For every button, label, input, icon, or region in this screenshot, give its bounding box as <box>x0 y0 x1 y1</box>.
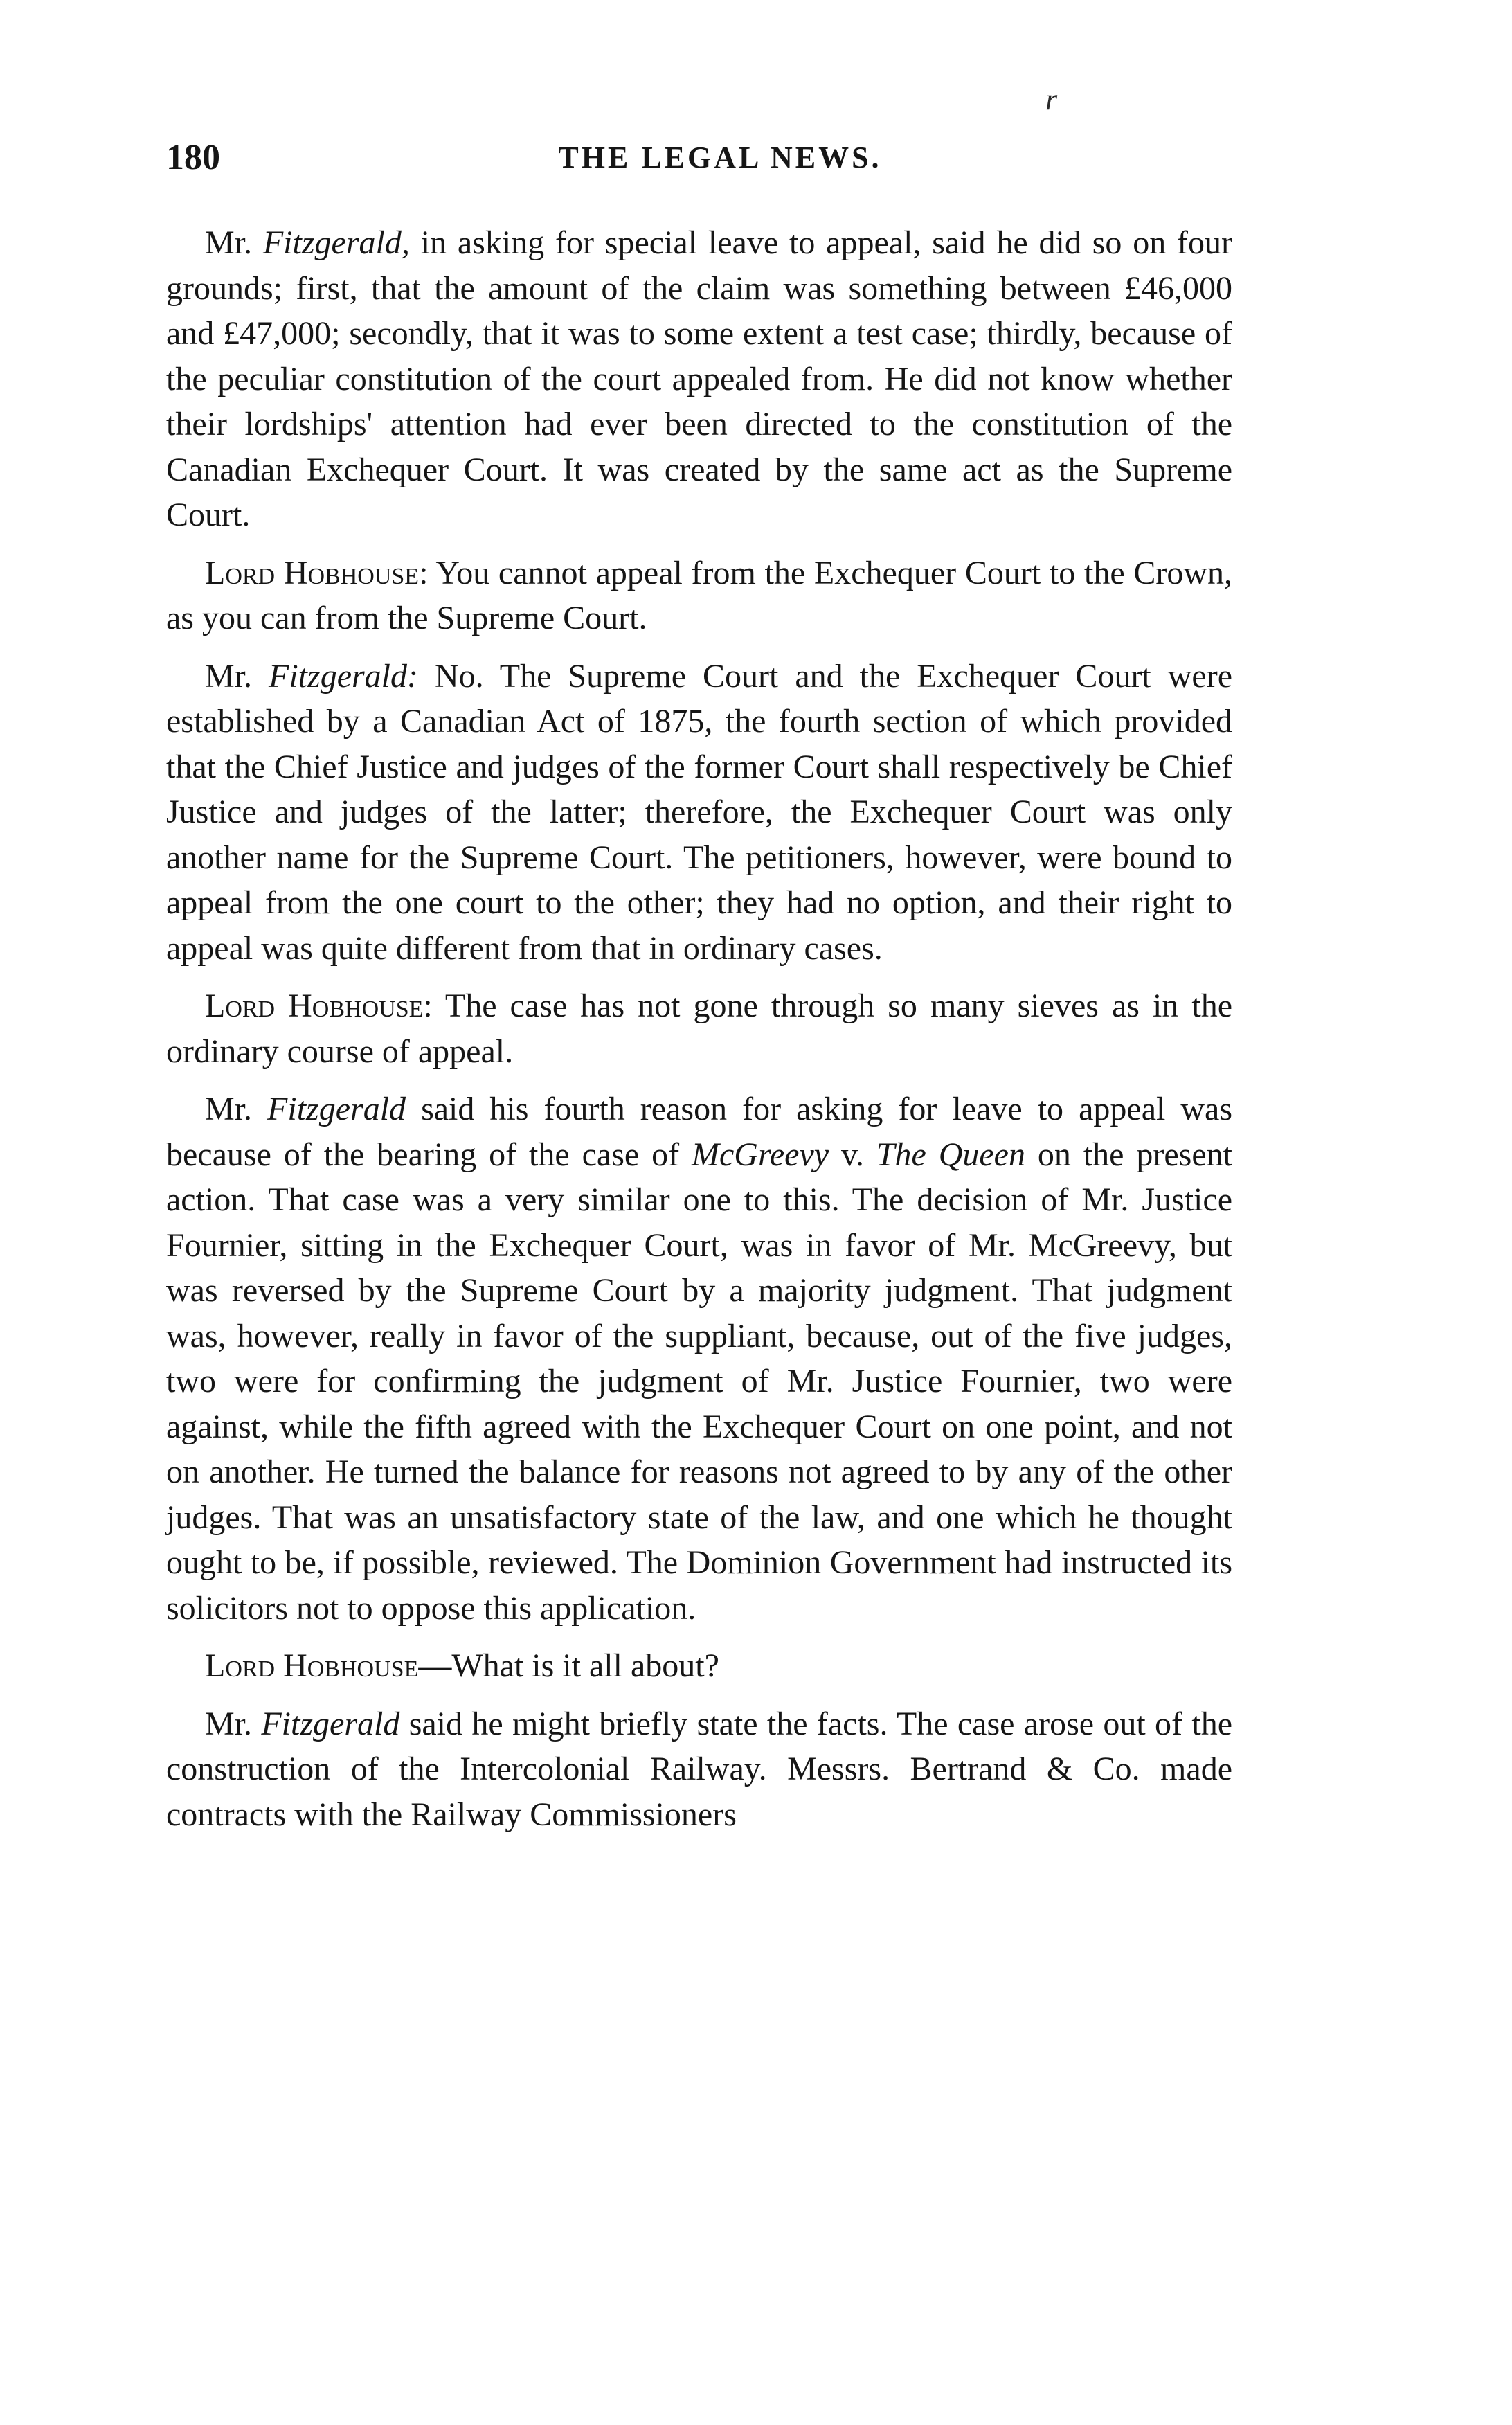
speaker-name: Lord Hobhouse <box>205 1647 419 1684</box>
case-name-2: The Queen <box>876 1136 1025 1173</box>
body-text <box>166 220 1232 1850</box>
case-name-1: McGreevy <box>692 1136 829 1173</box>
speaker-name: Fitzgerald <box>261 1705 400 1742</box>
paragraph-4 <box>166 983 1232 1074</box>
running-title: THE LEGAL NEWS. <box>558 141 882 175</box>
paragraph-text: on the present action. That case was a very similar one to this. The decision of Mr. Justice Fournier, sitting in the Exchequer Court, was in favor of Mr. McGreevy, but was reversed by the Supreme Court by a majority judgment. That judgment was, however, really in favor of the suppliant, because, out of the five judges, two were for confirming the judgment of Mr. Justice Fournier, two were against, while the fifth agreed with the Exchequer Court on one point, and not on another. He turned the balance for reasons not agreed to by any of the other judges. That was an unsatisfactory state of the law, and one which he thought ought to be, if possible, reviewed. The Dominion Government had instructed its solicitors not to oppose this application. <box>166 1136 1233 1627</box>
paragraph-text: said he might briefly state the facts. The case arose out of the construction of the Intercolonial Railway. Messrs. Bertrand & Co. made contracts with the Railway Commissioners <box>166 1705 1233 1833</box>
paragraph-2 <box>166 551 1232 641</box>
speaker-name: Fitzgerald: <box>269 657 418 695</box>
speaker-name: Lord Hobhouse <box>205 554 420 591</box>
margin-mark: r <box>1045 82 1058 116</box>
paragraph-1 <box>166 220 1232 538</box>
paragraph-text-start: said his fourth reason for asking for leave to appeal was because of the bearing of the case of <box>166 1091 1233 1173</box>
paragraph-text: No. The Supreme Court and the Exchequer Court were established by a Canadian Act of 1875, the fourth section of which provided that the Chief Justice and judges of the former Court shall respectively be Chief Justice and judges of the latter; therefore, the Exchequer Court was only another name for the Supreme Court. The petitioners, however, were bound to appeal from the one court to the other; they had no option, and their right to appeal was quite different from that in ordinary cases. <box>166 657 1233 967</box>
page-header <box>166 130 1232 186</box>
paragraph-6 <box>166 1643 1232 1689</box>
speaker-name: Lord Hobhouse <box>205 987 424 1024</box>
paragraph-3 <box>166 654 1232 972</box>
speaker-name: Fitzgerald, <box>262 224 410 261</box>
speaker-prefix: Mr. <box>205 1091 268 1127</box>
speaker-prefix: Mr. <box>205 657 269 695</box>
paragraph-text: : The case has not gone through so many sieves as in the ordinary course of appeal. <box>166 987 1232 1070</box>
paragraph-text: in asking for special leave to appeal, said he did so on four grounds; first, that the amount of the claim was something between £46,000 and £47,000; secondly, that it was to some extent a test case; thirdly, because of the peculiar constitution of the court appealed from. He did not know whether their lordships' attention had ever been directed to the constitution of the Canadian Exchequer Court. It was created by the same act as the Supreme Court. <box>166 224 1233 533</box>
paragraph-5 <box>166 1086 1232 1631</box>
case-v: v. <box>829 1136 876 1173</box>
speaker-prefix: Mr. <box>205 224 263 261</box>
speaker-prefix: Mr. <box>205 1705 262 1742</box>
paragraph-text: —What is it all about? <box>418 1647 719 1684</box>
page-number: 180 <box>166 138 220 177</box>
speaker-name: Fitzgerald <box>267 1091 406 1127</box>
paragraph-text: : You cannot appeal from the Exchequer Court to the Crown, as you can from the Supreme Court. <box>166 554 1232 636</box>
paragraph-7 <box>166 1701 1232 1838</box>
